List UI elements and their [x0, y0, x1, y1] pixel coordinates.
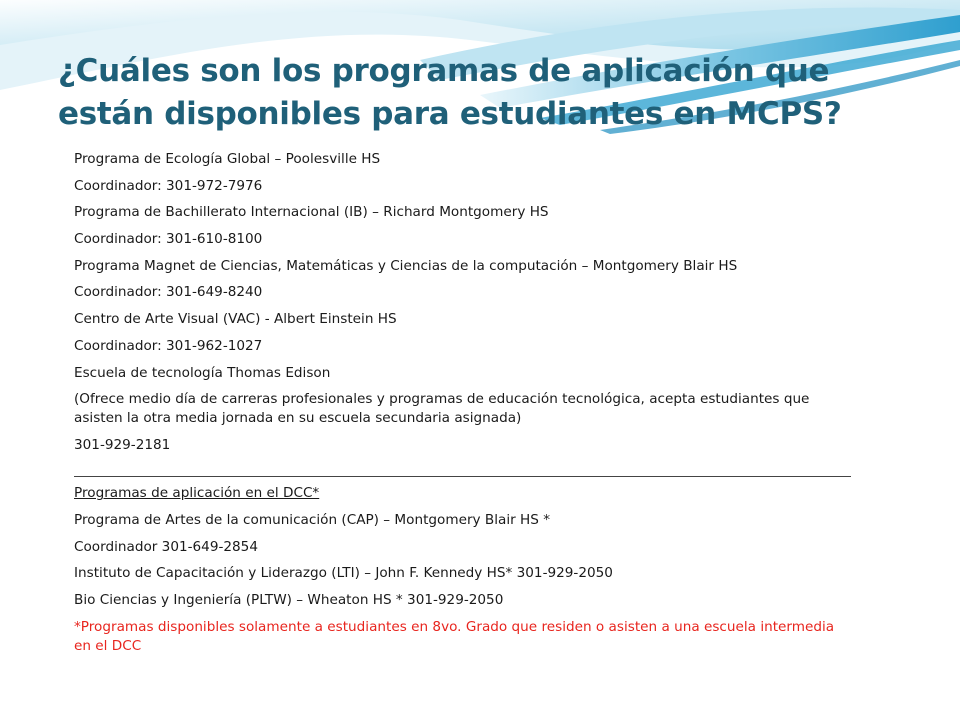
coordinator-line: Coordinador: 301-962-1027 — [74, 337, 263, 354]
program-description-line-1: (Ofrece medio día de carreras profesionales y programas de educación tecnológica, acepta estudiantes que — [74, 391, 810, 408]
program-line: Programa de Artes de la comunicación (CAP) – Montgomery Blair HS * — [74, 511, 551, 528]
program-line: Bio Ciencias y Ingeniería (PLTW) – Wheaton HS * 301-929-2050 — [74, 592, 504, 608]
slide-title — [58, 50, 938, 136]
dcc-section-heading: Programas de aplicación en el DCC* — [74, 485, 320, 502]
footnote-line-2: en el DCC — [74, 637, 142, 654]
program-description — [74, 390, 904, 428]
title-line-1: ¿Cuáles son los programas de aplicación que — [58, 53, 830, 89]
program-line: Programa de Bachillerato Internacional (IB) – Richard Montgomery HS — [74, 204, 549, 221]
footnote-line-1: *Programas disponibles solamente a estudiantes en 8vo. Grado que residen o asisten a una escuela intermedia — [74, 618, 835, 635]
coordinator-line: Coordinador: 301-972-7976 — [74, 177, 263, 194]
program-line: Programa Magnet de Ciencias, Matemáticas y Ciencias de la computación – Montgomery Blair HS — [74, 257, 738, 274]
program-line: Instituto de Capacitación y Liderazgo (LTI) – John F. Kennedy HS* 301-929-2050 — [74, 565, 613, 582]
slide-body — [74, 150, 904, 663]
title-line-2: están disponibles para estudiantes en MCPS? — [58, 96, 842, 132]
dcc-footnote — [74, 618, 904, 656]
program-line: Programa de Ecología Global – Poolesville HS — [74, 151, 381, 167]
program-line: Centro de Arte Visual (VAC) - Albert Einstein HS — [74, 311, 397, 328]
coordinator-line: Coordinador 301-649-2854 — [74, 538, 258, 555]
coordinator-line: Coordinador: 301-649-8240 — [74, 284, 263, 301]
program-description-line-2: asisten la otra media jornada en su escuela secundaria asignada) — [74, 410, 522, 427]
separator-rule — [74, 463, 851, 477]
coordinator-line: Coordinador: 301-610-8100 — [74, 231, 263, 248]
program-line: Escuela de tecnología Thomas Edison — [74, 364, 331, 381]
phone-line: 301-929-2181 — [74, 436, 171, 453]
